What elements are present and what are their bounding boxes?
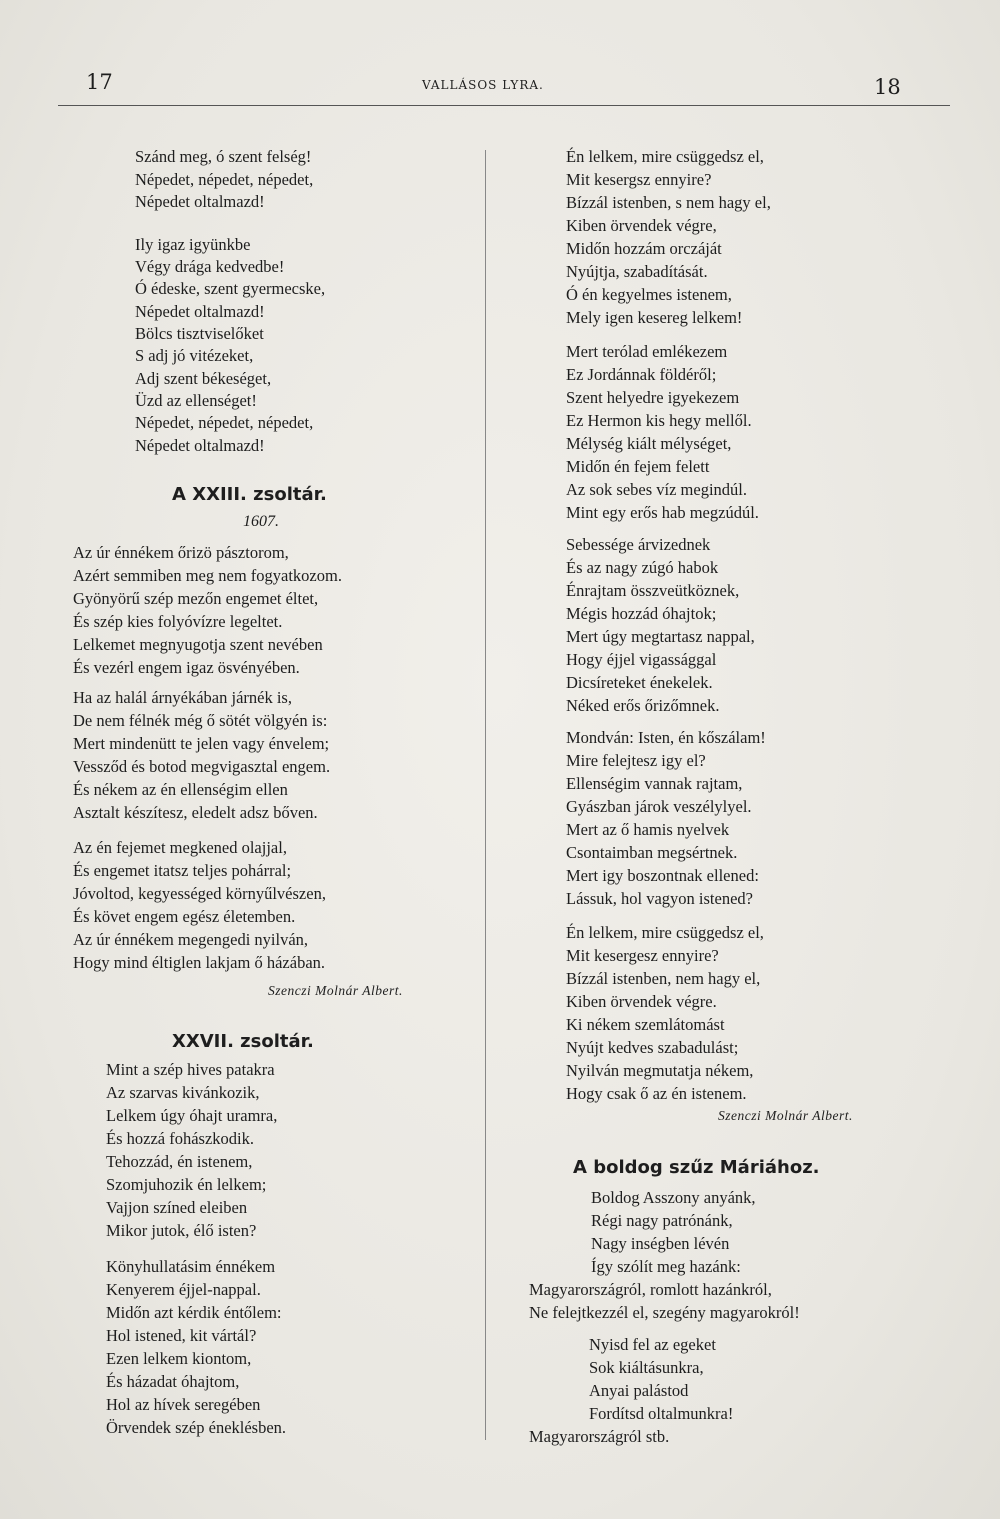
author-attribution: Szenczi Molnár Albert. (718, 1108, 853, 1123)
verse-line: Így szólít meg hazánk: (591, 1257, 741, 1276)
author-attribution: Szenczi Molnár Albert. (268, 983, 403, 998)
verse-line: Népedet, népedet, népedet, (135, 170, 314, 189)
verse-line: Sok kiáltásunkra, (589, 1358, 704, 1377)
page-number-right: 18 (874, 75, 901, 99)
verse-line: Mert az ő hamis nyelvek (566, 820, 730, 839)
verse-line: Dicsíreteket énekelek. (566, 673, 713, 692)
verse-line: De nem félnék még ő sötét völgyén is: (73, 711, 328, 730)
verse-line: Sebessége árvizednek (566, 535, 711, 554)
verse-line: Anyai palástod (589, 1381, 689, 1400)
verse-line: Lássuk, hol vagyon istened? (566, 889, 753, 908)
verse-line: Az én fejemet megkened olajjal, (73, 838, 287, 857)
page-header (0, 0, 1000, 120)
verse-line: Hol az hívek seregében (106, 1395, 261, 1414)
verse-line: Énrajtam összveütköznek, (566, 581, 740, 600)
verse-line: Örvendek szép éneklésben. (106, 1418, 287, 1437)
poem-title: A XXIII. zsoltár. (172, 484, 327, 505)
verse-line: Boldog Asszony anyánk, (591, 1188, 756, 1207)
verse-line: Szent helyedre igyekezem (566, 388, 740, 407)
verse-line: Mit kesergesz ennyire? (566, 946, 719, 965)
verse-line: Hogy csak ő az én istenem. (566, 1084, 747, 1103)
page-number-left: 17 (86, 70, 113, 94)
verse-line: Mely igen kesereg lelkem! (566, 308, 743, 327)
verse-line: Tehozzád, én istenem, (106, 1152, 253, 1171)
verse-line: És nékem az én ellenségim ellen (73, 780, 288, 799)
verse-line: Népedet, népedet, népedet, (135, 413, 314, 432)
verse-line: Asztalt készítesz, eledelt adsz bőven. (73, 803, 318, 822)
verse-line: Kiben örvendek végre, (566, 216, 717, 235)
verse-line: Mint a szép hives patakra (106, 1060, 275, 1079)
verse-line: Az úr énnékem őrizö pásztorom, (73, 543, 289, 562)
verse-line: Kiben örvendek végre. (566, 992, 717, 1011)
verse-line: Mert úgy megtartasz nappal, (566, 627, 755, 646)
verse-line: Magyarországról, romlott hazánkról, (529, 1280, 772, 1299)
verse-line: Én lelkem, mire csüggedsz el, (566, 147, 764, 166)
verse-line: Az szarvas kivánkozik, (106, 1083, 260, 1102)
header-rule (58, 105, 950, 106)
verse-line: Ezen lelkem kiontom, (106, 1349, 252, 1368)
verse-line: Üzd az ellenséget! (135, 391, 257, 410)
verse-line: Ki nékem szemlátomást (566, 1015, 725, 1034)
verse-line: Régi nagy patrónánk, (591, 1211, 733, 1230)
verse-line: Bízzál istenben, s nem hagy el, (566, 193, 771, 212)
verse-line: Népedet oltalmazd! (135, 302, 265, 321)
verse-line: Mire felejtesz igy el? (566, 751, 706, 770)
verse-line: Bölcs tisztviselőket (135, 324, 264, 343)
verse-line: Jóvoltod, kegyességed környűlvészen, (73, 884, 326, 903)
verse-line: Ez Jordánnak földéről; (566, 365, 717, 384)
verse-line: Mert igy boszontnak ellened: (566, 866, 759, 885)
verse-line: Kenyerem éjjel-nappal. (106, 1280, 261, 1299)
poem-date: 1607. (243, 513, 279, 530)
verse-line: Midőn azt kérdik éntőlem: (106, 1303, 282, 1322)
verse-line: Mit kesergsz ennyire? (566, 170, 712, 189)
column-divider (485, 150, 486, 1440)
verse-line: Ha az halál árnyékában járnék is, (73, 688, 292, 707)
verse-line: Végy drága kedvedbe! (135, 257, 285, 276)
verse-line: Az sok sebes víz megindúl. (566, 480, 748, 499)
verse-line: Gyönyörű szép mezőn engemet éltet, (73, 589, 319, 608)
verse-line: Gyászban járok veszélylyel. (566, 797, 752, 816)
verse-line: És engemet itatsz teljes pohárral; (73, 861, 292, 880)
verse-line: Lelkemet megnyugotja szent nevében (73, 635, 323, 654)
verse-line: Hogy mind éltiglen lakjam ő házában. (73, 953, 326, 972)
verse-line: És szép kies folyóvízre legeltet. (73, 612, 283, 631)
verse-line: Nyilván megmutatja nékem, (566, 1061, 754, 1080)
verse-line: És az nagy zúgó habok (566, 558, 719, 577)
verse-line: Azért semmiben meg nem fogyatkozom. (73, 566, 342, 585)
verse-line: Mert mindenütt te jelen vagy énvelem; (73, 734, 330, 753)
verse-line: Ne felejtkezzél el, szegény magyarokról! (529, 1303, 800, 1322)
verse-line: És hozzá fohászkodik. (106, 1129, 254, 1148)
verse-line: Mégis hozzád óhajtok; (566, 604, 717, 623)
verse-line: Ellenségim vannak rajtam, (566, 774, 743, 793)
verse-line: Bízzál istenben, nem hagy el, (566, 969, 761, 988)
verse-line: Hol istened, kit vártál? (106, 1326, 257, 1345)
verse-line: Ó édeske, szent gyermecske, (135, 279, 326, 298)
verse-line: Magyarországról stb. (529, 1427, 670, 1446)
verse-line: Midőn én fejem felett (566, 457, 710, 476)
verse-line: S adj jó vitézeket, (135, 346, 254, 365)
verse-line: Nyisd fel az egeket (589, 1335, 716, 1354)
verse-line: Nagy inségben lévén (591, 1234, 730, 1253)
verse-line: Néked erős őrizőmnek. (566, 696, 720, 715)
running-title: VALLÁSOS LYRA. (422, 78, 544, 92)
poem-title: XXVII. zsoltár. (172, 1031, 314, 1052)
verse-line: És vezérl engem igaz ösvényében. (73, 658, 300, 677)
verse-line: Én lelkem, mire csüggedsz el, (566, 923, 764, 942)
verse-line: Nyújtja, szabadítását. (566, 262, 708, 281)
verse-line: Adj szent békeséget, (135, 369, 272, 388)
verse-line: Ó én kegyelmes istenem, (566, 285, 732, 304)
verse-line: Könyhullatásim énnékem (106, 1257, 276, 1276)
verse-line: Ez Hermon kis hegy mellől. (566, 411, 752, 430)
verse-line: Mondván: Isten, én kőszálam! (566, 728, 766, 747)
verse-line: Szánd meg, ó szent felség! (135, 147, 312, 166)
verse-line: Szomjuhozik én lelkem; (106, 1175, 267, 1194)
verse-line: Népedet oltalmazd! (135, 192, 265, 211)
verse-line: Mint egy erős hab megzúdúl. (566, 503, 759, 522)
verse-line: Vessződ és botod megvigasztal engem. (73, 757, 331, 776)
verse-line: Az úr énnékem megengedi nyilván, (73, 930, 309, 949)
verse-line: Hogy éjjel vigassággal (566, 650, 717, 669)
verse-line: Csontaimban megsértnek. (566, 843, 738, 862)
verse-line: És követ engem egész életemben. (73, 907, 296, 926)
verse-line: És házadat óhajtom, (106, 1372, 240, 1391)
verse-line: Fordítsd oltalmunkra! (589, 1404, 734, 1423)
poem-title: A boldog szűz Máriához. (573, 1157, 820, 1178)
verse-line: Mikor jutok, élő isten? (106, 1221, 257, 1240)
verse-line: Népedet oltalmazd! (135, 436, 265, 455)
verse-line: Midőn hozzám orczáját (566, 239, 722, 258)
verse-line: Nyújt kedves szabadulást; (566, 1038, 739, 1057)
verse-line: Mert terólad emlékezem (566, 342, 728, 361)
verse-line: Lelkem úgy óhajt uramra, (106, 1106, 278, 1125)
verse-line: Ily igaz igyünkbe (135, 235, 251, 254)
verse-line: Vajjon színed eleiben (106, 1198, 248, 1217)
verse-line: Mélység kiált mélységet, (566, 434, 732, 453)
